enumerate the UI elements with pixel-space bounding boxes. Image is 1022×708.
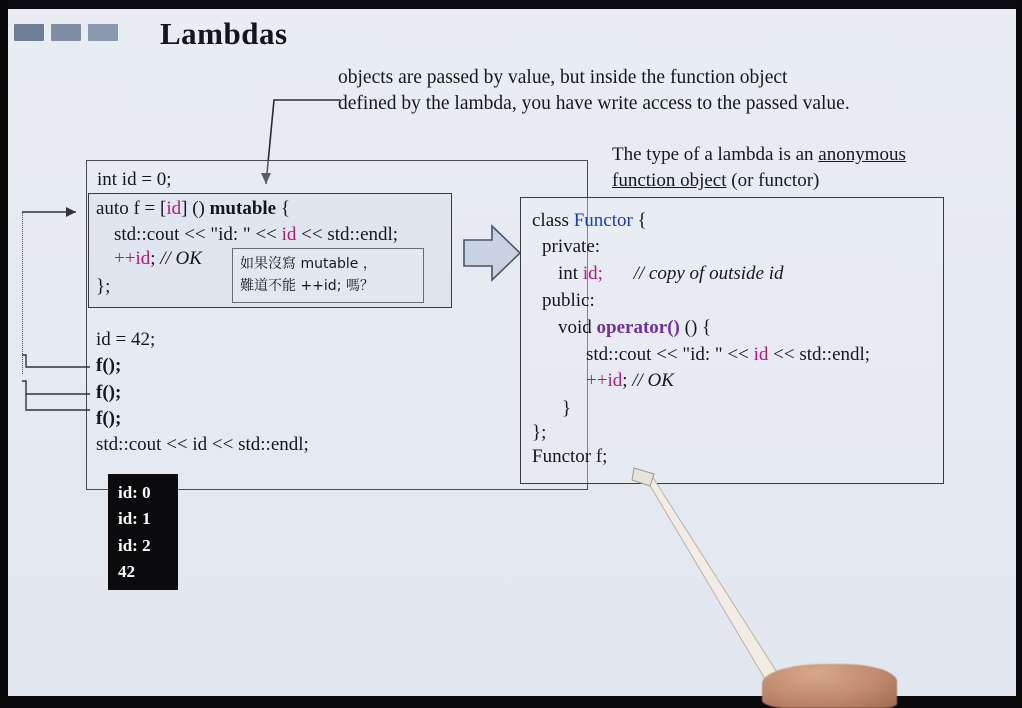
right-line-1: class Functor { <box>532 210 647 231</box>
operator-call-name: operator() <box>596 317 680 338</box>
lambda-type-note <box>612 142 972 193</box>
capture-id: id <box>166 198 182 219</box>
left-line-9: f(); <box>96 408 122 429</box>
callout-text <box>338 65 958 117</box>
right-line-6: std::cout << "id: " << id << std::endl; <box>586 344 871 365</box>
console-line-4: 42 <box>118 562 135 582</box>
right-line-2: private: <box>542 236 601 257</box>
note-line2-post: (or functor) <box>726 169 820 191</box>
left-line-6: id = 42; <box>96 329 156 350</box>
left-line-8: f(); <box>96 382 122 403</box>
left-line-3: std::cout << "id: " << id << std::endl; <box>114 224 399 245</box>
transform-arrow-icon <box>462 222 522 284</box>
callout-line-1: objects are passed by value, but inside the function object <box>338 67 788 88</box>
note-anonymous: anonymous <box>818 144 906 165</box>
right-line-3: int id; // copy of outside id <box>558 263 784 284</box>
pointer-stick <box>620 462 930 702</box>
left-line-10: std::cout << id << std::endl; <box>96 434 309 455</box>
left-line-1: int id = 0; <box>97 169 172 190</box>
right-line-7: ++id; // OK <box>586 370 674 391</box>
right-line-10: Functor f; <box>532 446 608 467</box>
note-function-object: function object <box>612 169 727 191</box>
right-line-9: }; <box>532 422 547 443</box>
mutable-keyword: mutable <box>209 198 277 219</box>
functor-class-name: Functor <box>573 210 633 231</box>
right-line-5: void operator() () { <box>558 317 712 338</box>
dotted-guide-line <box>22 212 24 374</box>
logo-bars-icon <box>14 24 118 41</box>
console-line-1: id: 0 <box>118 483 151 502</box>
call-connector-lines <box>14 195 104 435</box>
note-line1-pre: The type of a lambda is an <box>612 144 819 165</box>
right-line-8: } <box>562 398 572 419</box>
left-line-5: }; <box>96 276 111 297</box>
left-line-2: auto f = [id] () mutable { <box>96 198 290 219</box>
left-line-7: f(); <box>96 355 122 376</box>
program-output-console <box>108 474 178 590</box>
chinese-annotation: 如果沒寫 mutable ， 難道不能 ++id; 嗎？ <box>232 248 424 303</box>
left-line-4: ++id; // OK <box>114 248 202 269</box>
slide-edge-top <box>0 0 1022 9</box>
slide-edge-right <box>1016 0 1022 704</box>
console-line-3: id: 2 <box>118 535 151 555</box>
right-line-4: public: <box>542 290 595 311</box>
console-line-2: id: 1 <box>118 509 151 529</box>
slide-edge-left <box>0 0 8 704</box>
callout-line-2: defined by the lambda, you have write access to the passed value. <box>338 92 850 114</box>
presenter-hand <box>762 664 897 708</box>
page-title: Lambdas <box>160 16 288 51</box>
